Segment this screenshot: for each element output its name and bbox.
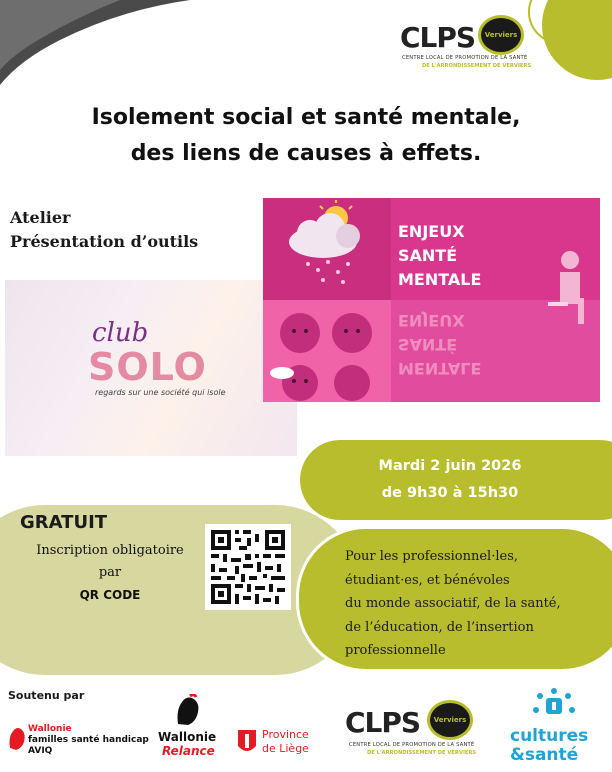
cultures-line-2: &santé	[510, 745, 579, 765]
perron-icon	[236, 728, 258, 756]
audience-line-4: de l’éducation, de l’insertion	[345, 619, 534, 635]
clps-footer-badge: Verviers	[427, 700, 473, 740]
rooster-icon	[6, 724, 28, 752]
clps-logo-badge: Verviers	[478, 15, 524, 55]
clps-logo-header	[400, 15, 550, 75]
clps-footer-word: CLPS	[345, 706, 421, 739]
club-solo-tagline: regards sur une société qui isole	[95, 388, 226, 397]
page-title	[0, 100, 612, 172]
qr-code-label: QR CODE	[79, 588, 141, 602]
audience-line-1: Pour les professionnel·les,	[345, 549, 518, 564]
enjeux-line-3: MENTALE	[398, 270, 482, 289]
atelier-heading	[10, 206, 198, 254]
relance-line-2: Relance	[162, 744, 215, 758]
province-liege-logo	[236, 724, 326, 760]
registration-line-2: par	[98, 565, 122, 580]
title-line-2: des liens de causes à effets.	[130, 141, 482, 166]
clps-logo-word: CLPS	[400, 21, 476, 54]
seated-person-icon	[540, 248, 596, 328]
cultures-sante-logo	[510, 688, 606, 768]
audience-text	[345, 545, 595, 663]
event-time: de 9h30 à 15h30	[381, 485, 519, 501]
aviq-logo	[6, 722, 156, 762]
aviq-line-1: Wallonie	[28, 724, 72, 734]
relance-line-1: Wallonie	[158, 730, 217, 744]
enjeux-line-2: SANTÉ	[398, 246, 458, 265]
enjeux-line-1: ENJEUX	[398, 222, 465, 241]
enjeux-title-reflection	[398, 308, 481, 380]
grey-swoosh-decoration	[0, 0, 200, 90]
event-date	[330, 453, 570, 507]
clps-logo-footer	[345, 700, 495, 762]
aviq-line-2: familles santé handicap	[28, 735, 149, 745]
gratuit-title: GRATUIT	[20, 512, 108, 533]
atelier-line-1: Atelier	[10, 208, 71, 227]
enjeux-mirror-line-2: SANTÉ	[398, 335, 458, 354]
soutenu-par-label: Soutenu par	[8, 689, 85, 702]
province-line-1: Province	[262, 728, 309, 741]
enjeux-title	[398, 220, 481, 292]
rooster-black-icon	[172, 694, 204, 728]
enjeux-mirror-line-3: ENJEUX	[398, 311, 465, 330]
atelier-line-2: Présentation d’outils	[10, 232, 199, 251]
clps-logo-subtitle-2: DE L'ARRONDISSEMENT DE VERVIERS	[422, 63, 532, 69]
club-solo-club-text: club	[92, 318, 149, 348]
wallonie-relance-logo	[158, 694, 228, 764]
cloud-rain-icon	[278, 200, 378, 290]
cultures-line-1: cultures	[510, 726, 589, 746]
province-line-2: de Liège	[262, 742, 309, 755]
title-line-1: Isolement social et santé mentale,	[91, 105, 521, 130]
cultures-sante-icon	[532, 688, 576, 724]
clps-logo-subtitle: CENTRE LOCAL DE PROMOTION DE LA SANTÉ	[402, 55, 528, 61]
aviq-line-3: AVIQ	[28, 746, 53, 756]
emotion-faces-icon	[268, 305, 386, 401]
audience-line-3: du monde associatif, de la santé,	[345, 596, 561, 611]
audience-line-5: professionnelle	[345, 643, 446, 658]
qr-code-icon	[205, 524, 291, 610]
qr-code[interactable]	[205, 524, 291, 610]
club-solo-solo-text: SOLO	[88, 345, 207, 389]
enjeux-mirror-line-1: MENTALE	[398, 359, 482, 378]
clps-footer-subtitle-2: DE L'ARRONDISSEMENT DE VERVIERS	[367, 750, 477, 756]
registration-line-1: Inscription obligatoire	[36, 543, 184, 558]
clps-footer-subtitle: CENTRE LOCAL DE PROMOTION DE LA SANTÉ	[349, 742, 475, 748]
event-day: Mardi 2 juin 2026	[378, 458, 522, 474]
registration-info	[10, 540, 210, 606]
audience-line-2: étudiant·es, et bénévoles	[345, 572, 510, 588]
